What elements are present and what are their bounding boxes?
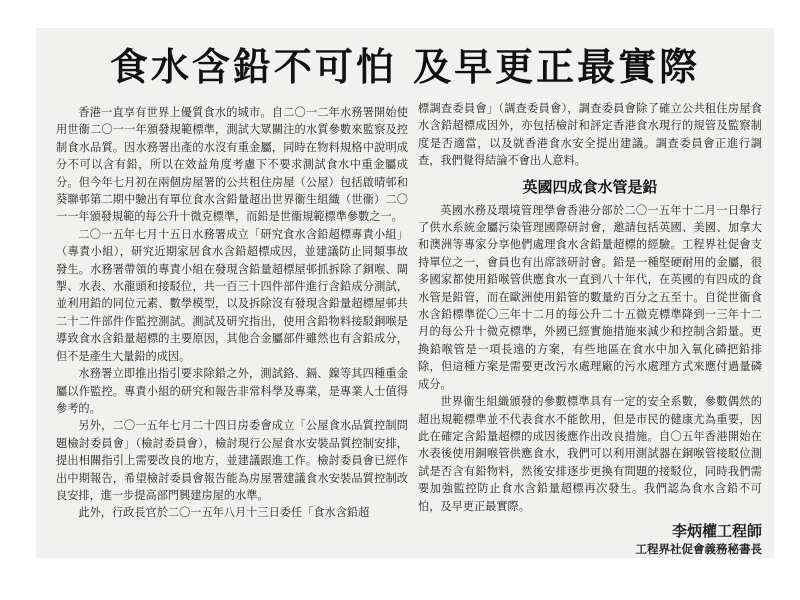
paragraph: 二〇一五年七月十五日水務署成立「研究食水含鉛超標專責小組」（專責小組），研究近期家居食水含鉛超標成因，並建議防止同類事故發生。水務署帶領的專責小組在發現含鉛量超標屋邨抓拆除了銅喉、閘掣、水表、水龍頭和接駁位，共一百三十四件部件進行含鉛成分測試，並利用鉛的同位元素、數學模型，以及拆除沒有發現含鉛量超標屋邨共二十二件部件作監控測試。測試及研究指出，使用含鉛物料接駁銅喉是導致食水含鉛量超標的主要原因，其他合金屬部件雖然也有含鉛成分，但不是產生大量鉛的成因。: [56, 227, 408, 363]
article-column-right: [418, 100, 762, 557]
author-signature: [418, 521, 762, 557]
newspaper-clipping: [36, 28, 774, 558]
author-title: 工程界社促會義務秘書長: [635, 541, 762, 556]
paragraph-continued: 標調查委員會」（調查委員會），調查委員會除了確立公共租住房屋食水含鉛超標成因外，亦包括檢討和評定香港食水現行的規管及監察制度是否適當，以及就香港食水安全提出建議。調查委員會正進行調查，我們覺得結論不會出人意料。: [418, 102, 762, 168]
paragraph: 世界衞生組織頒發的參數標準具有一定的安全系數，參數偶然的超出規範標準並不代表食水不能飲用，但是市民的健康尤為重要，因此在確定含鉛量超標的成因後應作出改良措施。自〇五年香港開始在水表後使用銅喉管供應食水，我們可以利用測試器在銅喉管接駁位測試是否含有鉛物料，然後安排逐步更換有問題的接駁位，同時我們需要加強監控防止食水含鉛量超標再次發生。我們認為食水含鉛不可怕，及早更正最實際。: [418, 395, 762, 513]
author-name: 李炳權工程師: [671, 521, 762, 540]
paragraph: 水務署立即推出指引要求除鉛之外，測試鉻、鎘、鎳等其四種重金屬以作監控。專責小組的研究和報告非常科學及專業，是專業人士值得參考的。: [56, 367, 408, 415]
subheading: 英國四成食水管是鉛: [522, 177, 658, 196]
paragraph: 香港一直享有世界上優質食水的城市。自二〇一二年水務署開始使用世衞二〇一一年頒發規範標準，測試大眾關注的水質參數來監察及控制食水品質。因水務署出產的水沒有重金屬，同時在物料規格中說明成分不可以含有鉛，所以在效益角度考慮下不要求測試食水中重金屬成分。但今年七月初在兩個房屋署的公共租住房屋（公屋）包括啟晴邨和葵聯邨第二期中驗出有單位食水含鉛量超出世界衞生組織（世衞）二〇一一年頒發規範的每公升十微克標準，而鉛是世衞規範標準參數之一。: [56, 106, 408, 224]
headline: 食水含鉛不可怕 及早更正最實際: [109, 44, 701, 89]
paragraph: 另外，二〇一五年七月二十四日房委會成立「公屋食水品質控制問題檢討委員會」（檢討委員會），檢討現行公屋食水安裝品質控制安排，提出相關指引上需要改良的地方，並建議跟進工作。檢討委員會已經作出中期報告，希望檢討委員會報告能為房屋署建議食水安裝品質控制改良安排，進一步提高部門興建房屋的水準。: [56, 419, 408, 502]
paragraph: 此外，行政長官於二〇一五年八月十三日委任「食水含鉛超: [78, 506, 370, 520]
paragraph: 英國水務及環境管理學會香港分部於二〇一五年十二月一日舉行了供水系統金屬污染管理國際研討會，邀請包括英國、美國、加拿大和澳洲等專家分享他們處理食水含鉛量超標的經驗。工程界社促會支持單位之一，會員也有出席該研討會。鉛是一種堅硬耐用的金屬，很多國家都使用鉛喉管供應食水一直到八十年代，在英國的有四成的食水管是鉛管，而在歐洲使用鉛管的數量約百分之五至十。自從世衞食水含鉛標準從〇三年十二月的每公升二十五微克標準降到一三年十二月的每公升十微克標準，外國已經實施措施來減少和控制含鉛量。更換鉛喉管是一項長遠的方案，有些地區在食水中加入氧化磷把鉛排除，但這種方案是需要更改污水處理廠的污水處理方式來應付過量磷成分。: [418, 203, 762, 391]
article-column-left: [56, 104, 408, 522]
